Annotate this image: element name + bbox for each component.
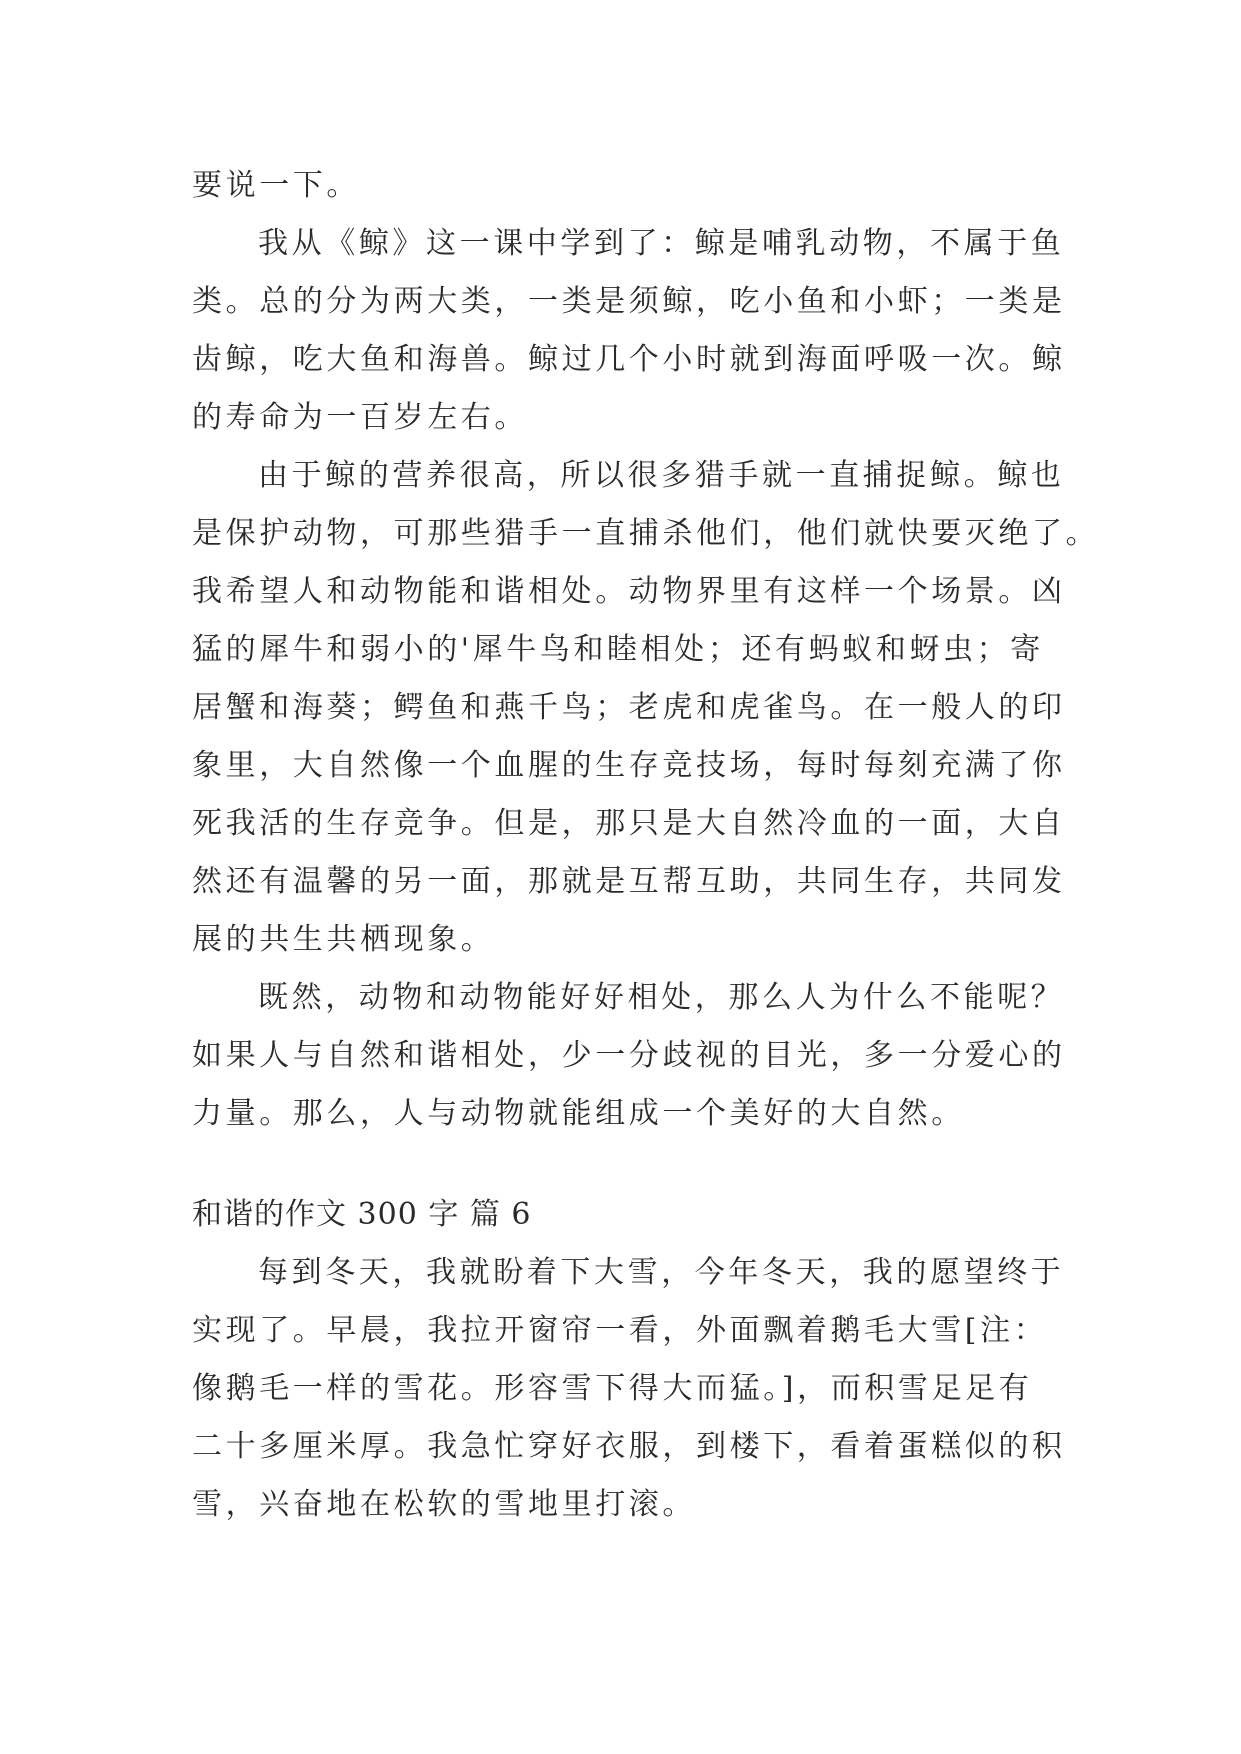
text-line: 猛的犀牛和弱小的'犀牛鸟和睦相处；还有蚂蚁和蚜虫；寄 [192, 632, 1044, 667]
text-line: 死我活的生存竞争。但是，那只是大自然冷血的一面，大自 [192, 806, 1066, 841]
text-line: 展的共生共栖现象。 [192, 922, 495, 957]
text-line: 居蟹和海葵；鳄鱼和燕千鸟；老虎和虎雀鸟。在一般人的印 [192, 690, 1066, 725]
text-line: 象里，大自然像一个血腥的生存竞技场，每时每刻充满了你 [192, 748, 1066, 783]
text-line: 像鹅毛一样的雪花。形容雪下得大而猛。]，而积雪足足有 [192, 1371, 1033, 1406]
text-line: 由于鲸的营养很高，所以很多猎手就一直捕捉鲸。鲸也 [258, 458, 1065, 493]
text-block-after-heading [192, 1244, 1066, 1534]
text-line: 如果人与自然和谐相处，少一分歧视的目光，多一分爱心的 [192, 1038, 1066, 1073]
text-line: 齿鲸，吃大鱼和海兽。鲸过几个小时就到海面呼吸一次。鲸 [192, 342, 1066, 377]
text-line: 实现了。早晨，我拉开窗帘一看，外面飘着鹅毛大雪[注： [192, 1313, 1048, 1348]
text-line: 我从《鲸》这一课中学到了：鲸是哺乳动物，不属于鱼 [258, 226, 1065, 261]
text-line: 类。总的分为两大类，一类是须鲸，吃小鱼和小虾；一类是 [192, 284, 1066, 319]
text-line: 力量。那么，人与动物就能组成一个美好的大自然。 [192, 1096, 965, 1131]
text-line: 我希望人和动物能和谐相处。动物界里有这样一个场景。凶 [192, 574, 1066, 609]
text-line: 的寿命为一百岁左右。 [192, 400, 528, 435]
text-line: 是保护动物，可那些猎手一直捕杀他们，他们就快要灭绝了。 [192, 516, 1100, 551]
text-line: 然还有温馨的另一面，那就是互帮互助，共同生存，共同发 [192, 864, 1066, 899]
text-line: 二十多厘米厚。我急忙穿好衣服，到楼下，看着蛋糕似的积 [192, 1429, 1066, 1464]
text-line: 既然，动物和动物能好好相处，那么人为什么不能呢？ [258, 980, 1065, 1015]
section-heading: 和谐的作文 300 字 篇 6 [192, 1197, 532, 1232]
text-line: 每到冬天，我就盼着下大雪，今年冬天，我的愿望终于 [258, 1255, 1065, 1290]
text-line: 雪，兴奋地在松软的雪地里打滚。 [192, 1487, 696, 1522]
text-block-before-heading [192, 157, 1100, 1143]
document-body [192, 157, 1100, 1534]
text-line: 要说一下。 [192, 168, 360, 203]
